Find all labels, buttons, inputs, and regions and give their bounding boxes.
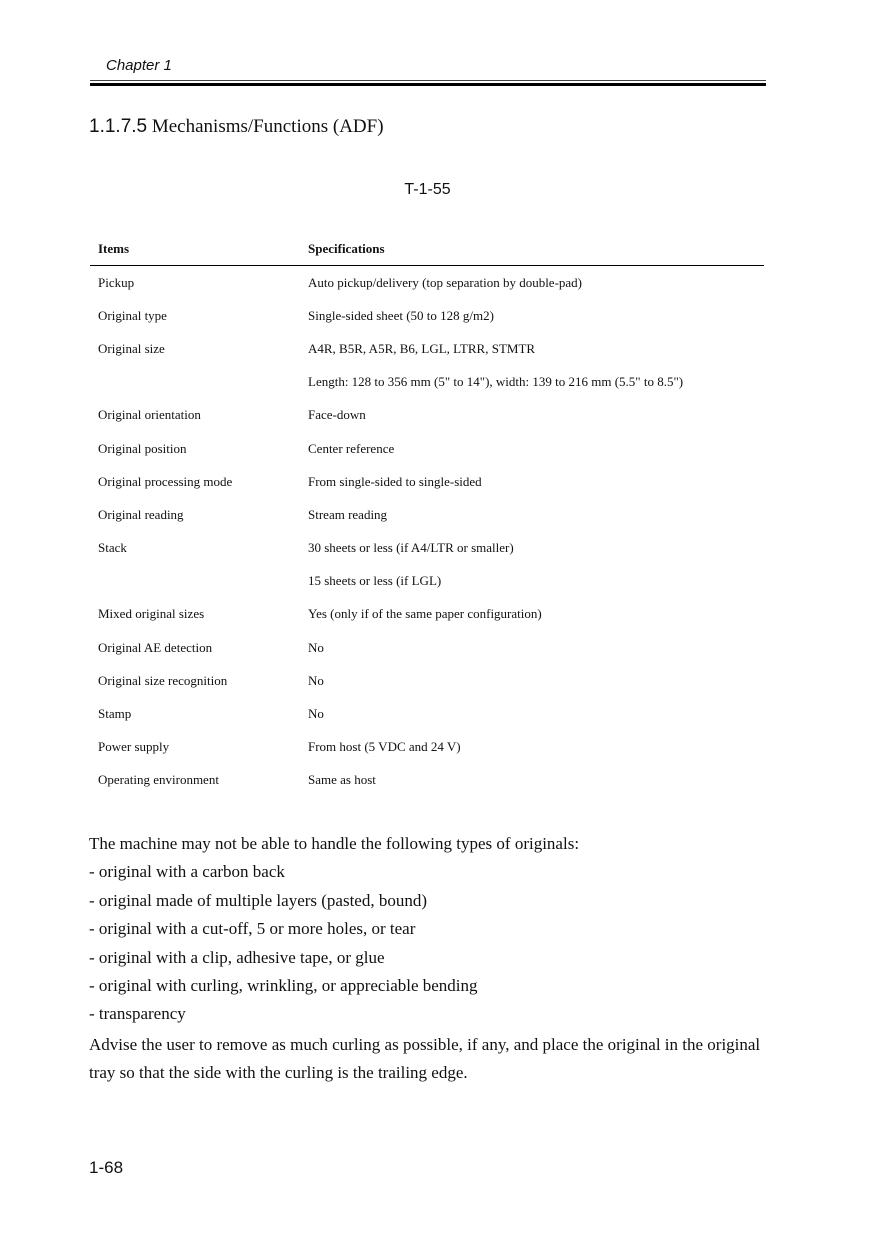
specification-cell: Auto pickup/delivery (top separation by double-pad) [308,274,583,290]
item-cell: Original orientation [98,407,201,423]
table-row [90,465,764,498]
original-types-list [89,858,769,1028]
item-cell: Original position [98,440,187,456]
item-cell: Operating environment [98,772,219,788]
table-row [90,664,764,697]
item-cell: Power supply [98,739,170,755]
intro-paragraph: The machine may not be able to handle the following types of originals: [89,834,580,853]
specification-cell: Stream reading [308,506,388,522]
specification-cell: No [308,639,324,655]
section-title [89,116,384,138]
item-cell: Pickup [98,274,135,290]
table-row [90,764,764,797]
list-item: - original made of multiple layers (pasted, bound) [89,890,428,910]
table-row [90,697,764,730]
item-cell: Stamp [98,706,132,722]
header-rule-thick [90,83,766,86]
specification-cell: Single-sided sheet (50 to 128 g/m2) [308,307,494,323]
item-cell: Original type [98,307,167,323]
table-row [90,631,764,664]
specification-cell: Face-down [308,407,366,423]
specification-cell: Center reference [308,440,395,456]
item-cell: Stack [98,540,127,556]
specification-cell: From single-sided to single-sided [308,473,482,489]
specification-cell: A4R, B5R, A5R, B6, LGL, LTRR, STMTR [308,340,536,356]
specification-cell: No [308,706,324,722]
specification-cell: No [308,672,324,688]
item-cell [90,366,300,399]
column-header-specifications: Specifications [300,232,764,266]
table-row [90,299,764,332]
section-heading: Mechanisms/Functions (ADF) [151,116,384,137]
table-row [90,731,764,764]
table-row [90,399,764,432]
specification-cell: From host (5 VDC and 24 V) [308,739,461,755]
list-item: - original with a cut-off, 5 or more holes, or tear [89,919,416,939]
table-row [90,498,764,531]
specification-cell: Same as host [308,772,376,788]
table-row [90,432,764,465]
table-row [90,598,764,631]
column-header-items: Items [90,232,300,266]
table-row [90,565,764,598]
chapter-header: Chapter 1 [106,57,172,74]
specification-cell: Yes (only if of the same paper configuration) [308,606,542,622]
list-item: - original with curling, wrinkling, or appreciable bending [89,976,478,996]
specification-cell: 15 sheets or less (if LGL) [308,573,442,589]
item-cell: Original reading [98,506,184,522]
table-row [90,366,764,399]
table-header-row [90,232,764,266]
spec-table-body [90,266,764,798]
page-number: 1-68 [89,1158,124,1177]
table-label: T-1-55 [404,181,451,198]
list-item: - original with a carbon back [89,862,285,882]
item-cell: Original AE detection [98,639,213,655]
table-row [90,332,764,365]
table-row [90,266,764,300]
specification-cell: 30 sheets or less (if A4/LTR or smaller) [308,540,514,556]
item-cell: Original size recognition [98,672,228,688]
item-cell [90,565,300,598]
body-text [89,830,769,1088]
item-cell: Mixed original sizes [98,606,205,622]
header-rule-thin [90,80,766,81]
list-item: - original with a clip, adhesive tape, or glue [89,947,385,967]
section-number: 1.1.7.5 [89,116,148,137]
item-cell: Original size [98,340,165,356]
list-item: - transparency [89,1004,186,1024]
table-row [90,532,764,565]
item-cell: Original processing mode [98,473,233,489]
advice-paragraph: Advise the user to remove as much curling as possible, if any, and place the original in the original tray so that the side with the curling is the trailing edge. [89,1034,761,1083]
specification-cell: Length: 128 to 356 mm (5" to 14"), width: 139 to 216 mm (5.5" to 8.5") [308,374,684,390]
spec-table [90,232,764,797]
